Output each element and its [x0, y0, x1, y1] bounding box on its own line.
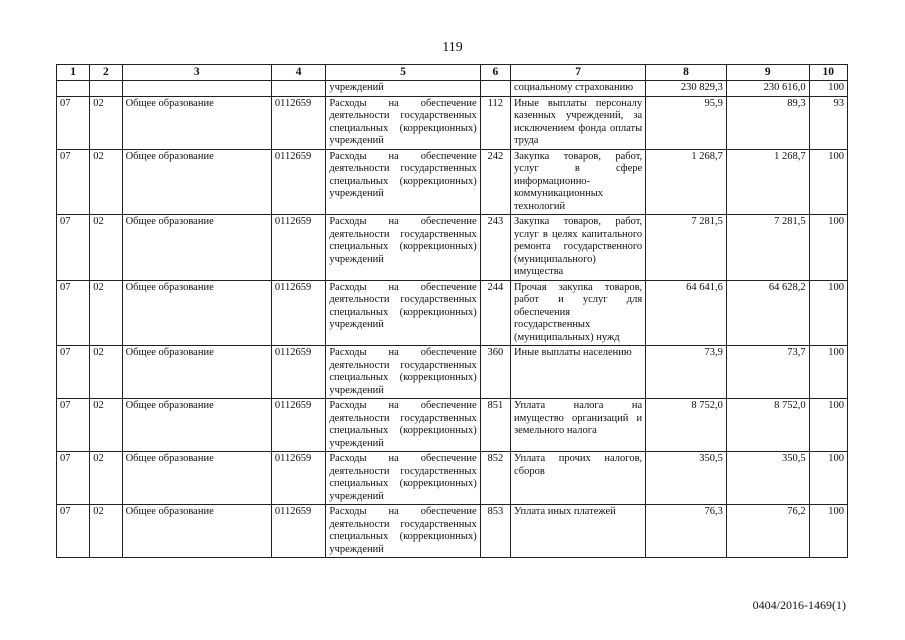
cell-expense-description: Расходы на обеспечение деятельности государственных специальных (коррекционных) учреждений — [326, 215, 480, 281]
cell-target-code: 0112659 — [271, 96, 325, 149]
cell-target-code: 0112659 — [271, 149, 325, 215]
cell-planned-amount: 76,3 — [646, 505, 727, 558]
cell-expense-description: Расходы на обеспечение деятельности государственных специальных (коррекционных) учреждений — [326, 96, 480, 149]
cell-expense-type-name: Прочая закупка товаров, работ и услуг для обеспечения государственных (муниципальных) нужд — [510, 280, 645, 346]
table-row — [57, 346, 848, 399]
cell-target-code: 0112659 — [271, 452, 325, 505]
header-cell: 4 — [271, 65, 325, 81]
cell-planned-amount: 230 829,3 — [646, 81, 727, 97]
cell-expense-type: 242 — [480, 149, 510, 215]
cell-expense-description: Расходы на обеспечение деятельности государственных специальных (коррекционных) учреждений — [326, 280, 480, 346]
cell-subsection: 02 — [90, 215, 122, 281]
cell-percent: 100 — [809, 81, 847, 97]
header-cell: 10 — [809, 65, 847, 81]
cell-subsection: 02 — [90, 505, 122, 558]
cell-expense-type-name: Иные выплаты персоналу казенных учреждений, за исключением фонда оплаты труда — [510, 96, 645, 149]
cell-expense-type: 243 — [480, 215, 510, 281]
header-cell: 8 — [646, 65, 727, 81]
cell-target-code: 0112659 — [271, 346, 325, 399]
budget-table — [56, 64, 848, 558]
cell-planned-amount: 8 752,0 — [646, 399, 727, 452]
cell-actual-amount: 230 616,0 — [726, 81, 809, 97]
cell-actual-amount: 8 752,0 — [726, 399, 809, 452]
cell-expense-type-name: Закупка товаров, работ, услуг в сфере информационно-коммуникационных технологий — [510, 149, 645, 215]
cell-target-code — [271, 81, 325, 97]
cell-target-code: 0112659 — [271, 280, 325, 346]
cell-name: Общее образование — [122, 505, 271, 558]
header-cell: 6 — [480, 65, 510, 81]
cell-planned-amount: 64 641,6 — [646, 280, 727, 346]
cell-percent: 100 — [809, 346, 847, 399]
cell-name: Общее образование — [122, 346, 271, 399]
cell-expense-description: учреждений — [326, 81, 480, 97]
cell-section: 07 — [57, 215, 90, 281]
cell-actual-amount: 73,7 — [726, 346, 809, 399]
cell-section: 07 — [57, 280, 90, 346]
table-row — [57, 505, 848, 558]
cell-expense-type-name: Уплата прочих налогов, сборов — [510, 452, 645, 505]
cell-subsection: 02 — [90, 149, 122, 215]
table-row — [57, 280, 848, 346]
cell-expense-type: 853 — [480, 505, 510, 558]
table-header-row — [57, 65, 848, 81]
cell-actual-amount: 350,5 — [726, 452, 809, 505]
cell-actual-amount: 7 281,5 — [726, 215, 809, 281]
cell-subsection — [90, 81, 122, 97]
header-cell: 9 — [726, 65, 809, 81]
header-cell: 2 — [90, 65, 122, 81]
cell-percent: 100 — [809, 149, 847, 215]
cell-name — [122, 81, 271, 97]
header-cell: 7 — [510, 65, 645, 81]
cell-percent: 100 — [809, 215, 847, 281]
cell-section: 07 — [57, 505, 90, 558]
header-cell: 1 — [57, 65, 90, 81]
cell-actual-amount: 89,3 — [726, 96, 809, 149]
cell-expense-type: 112 — [480, 96, 510, 149]
cell-planned-amount: 350,5 — [646, 452, 727, 505]
cell-expense-type: 851 — [480, 399, 510, 452]
cell-subsection: 02 — [90, 452, 122, 505]
cell-expense-type — [480, 81, 510, 97]
cell-target-code: 0112659 — [271, 399, 325, 452]
cell-name: Общее образование — [122, 149, 271, 215]
cell-expense-type-name: Иные выплаты населению — [510, 346, 645, 399]
page-number: 119 — [442, 40, 463, 55]
cell-expense-description: Расходы на обеспечение деятельности государственных специальных (коррекционных) учреждений — [326, 149, 480, 215]
cell-planned-amount: 1 268,7 — [646, 149, 727, 215]
cell-section: 07 — [57, 346, 90, 399]
cell-subsection: 02 — [90, 280, 122, 346]
cell-expense-type-name: Закупка товаров, работ, услуг в целях капитального ремонта государственного (муниципального) имущества — [510, 215, 645, 281]
table-row — [57, 215, 848, 281]
table-row — [57, 452, 848, 505]
table-row — [57, 96, 848, 149]
header-cell: 5 — [326, 65, 480, 81]
cell-section: 07 — [57, 452, 90, 505]
cell-subsection: 02 — [90, 96, 122, 149]
cell-percent: 100 — [809, 280, 847, 346]
cell-section: 07 — [57, 149, 90, 215]
cell-planned-amount: 95,9 — [646, 96, 727, 149]
table-row — [57, 149, 848, 215]
header-cell: 3 — [122, 65, 271, 81]
cell-section: 07 — [57, 96, 90, 149]
cell-section — [57, 81, 90, 97]
cell-actual-amount: 64 628,2 — [726, 280, 809, 346]
cell-name: Общее образование — [122, 96, 271, 149]
cell-expense-description: Расходы на обеспечение деятельности государственных специальных (коррекционных) учреждений — [326, 452, 480, 505]
cell-expense-description: Расходы на обеспечение деятельности государственных специальных (коррекционных) учреждений — [326, 346, 480, 399]
document-code: 0404/2016-1469(1) — [752, 598, 846, 612]
cell-expense-type-name: Уплата налога на имущество организаций и земельного налога — [510, 399, 645, 452]
cell-expense-type: 852 — [480, 452, 510, 505]
continuation-row — [57, 81, 848, 97]
cell-subsection: 02 — [90, 346, 122, 399]
cell-percent: 100 — [809, 452, 847, 505]
cell-actual-amount: 76,2 — [726, 505, 809, 558]
cell-expense-description: Расходы на обеспечение деятельности государственных специальных (коррекционных) учреждений — [326, 505, 480, 558]
cell-name: Общее образование — [122, 280, 271, 346]
cell-percent: 100 — [809, 399, 847, 452]
cell-section: 07 — [57, 399, 90, 452]
cell-percent: 100 — [809, 505, 847, 558]
cell-percent: 93 — [809, 96, 847, 149]
cell-expense-type-name: социальному страхованию — [510, 81, 645, 97]
cell-planned-amount: 73,9 — [646, 346, 727, 399]
cell-name: Общее образование — [122, 399, 271, 452]
cell-target-code: 0112659 — [271, 505, 325, 558]
cell-expense-type: 244 — [480, 280, 510, 346]
cell-subsection: 02 — [90, 399, 122, 452]
cell-name: Общее образование — [122, 452, 271, 505]
cell-name: Общее образование — [122, 215, 271, 281]
cell-expense-type-name: Уплата иных платежей — [510, 505, 645, 558]
cell-expense-description: Расходы на обеспечение деятельности государственных специальных (коррекционных) учреждений — [326, 399, 480, 452]
cell-planned-amount: 7 281,5 — [646, 215, 727, 281]
cell-target-code: 0112659 — [271, 215, 325, 281]
cell-expense-type: 360 — [480, 346, 510, 399]
cell-actual-amount: 1 268,7 — [726, 149, 809, 215]
table-row — [57, 399, 848, 452]
